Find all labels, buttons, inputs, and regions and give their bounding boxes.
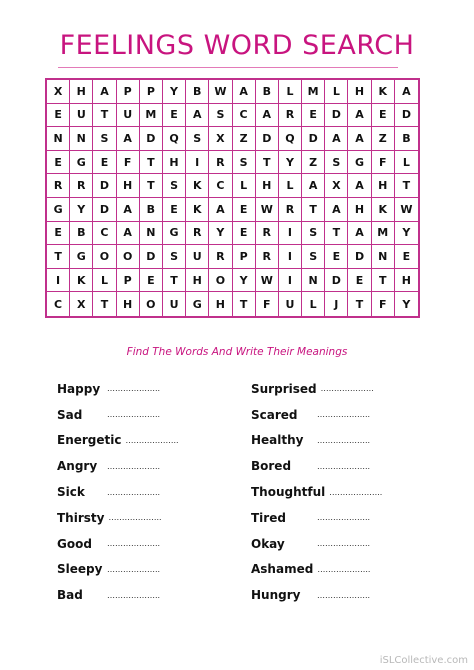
grid-cell: N xyxy=(70,127,93,151)
word-row-right xyxy=(251,531,382,557)
grid-cell: A xyxy=(325,198,348,222)
grid-cell: X xyxy=(209,127,232,151)
grid-cell: Q xyxy=(163,127,186,151)
grid-cell: G xyxy=(70,151,93,175)
grid-cell: S xyxy=(325,151,348,175)
grid-cell: D xyxy=(325,269,348,293)
grid-cell: G xyxy=(186,292,209,316)
grid-cell: O xyxy=(117,245,140,269)
meaning-blank[interactable]: ……………….. xyxy=(107,461,161,471)
vocabulary-word: Ashamed xyxy=(251,562,314,577)
grid-cell: R xyxy=(279,198,302,222)
grid-cell: R xyxy=(256,245,279,269)
grid-cell: S xyxy=(209,104,232,128)
grid-cell: T xyxy=(325,222,348,246)
grid-cell: R xyxy=(209,245,232,269)
grid-cell: I xyxy=(279,269,302,293)
grid-cell: L xyxy=(93,269,116,293)
grid-cell: H xyxy=(348,198,371,222)
grid-cell: T xyxy=(47,245,70,269)
grid-cell: C xyxy=(47,292,70,316)
grid-cell: U xyxy=(279,292,302,316)
grid-cell: L xyxy=(325,80,348,104)
grid-cell: E xyxy=(233,198,256,222)
word-row-left xyxy=(57,453,179,479)
grid-cell: T xyxy=(302,198,325,222)
meaning-blank[interactable]: ……………….. xyxy=(320,384,374,394)
grid-cell: H xyxy=(163,151,186,175)
grid-cell: A xyxy=(186,104,209,128)
word-row-left xyxy=(57,428,179,454)
grid-cell: Y xyxy=(402,297,411,311)
grid-cell: P xyxy=(117,269,140,293)
vocabulary-word: Sick xyxy=(57,485,85,500)
grid-cell: X xyxy=(70,292,93,316)
grid-cell: T xyxy=(256,151,279,175)
grid-cell: E xyxy=(163,104,186,128)
grid-cell: E xyxy=(93,151,116,175)
grid-cell: R xyxy=(47,174,70,198)
grid-cell: J xyxy=(325,292,348,316)
vocabulary-word: Thirsty xyxy=(57,510,105,525)
grid-cell: K xyxy=(186,174,209,198)
grid-cell: D xyxy=(93,198,116,222)
grid-cell: G xyxy=(348,151,371,175)
grid-cell: Y xyxy=(395,222,418,246)
grid-cell: H xyxy=(395,269,418,293)
grid-cell: W xyxy=(395,198,418,222)
grid-cell: E xyxy=(302,104,325,128)
vocabulary-word: Tired xyxy=(251,510,286,525)
grid-cell: N xyxy=(140,222,163,246)
word-row-right xyxy=(251,479,382,505)
meaning-blank[interactable]: ……………….. xyxy=(107,564,161,574)
grid-cell: U xyxy=(117,104,140,128)
grid-cell: G xyxy=(163,222,186,246)
grid-cell: C xyxy=(209,174,232,198)
grid-cell: K xyxy=(372,80,395,104)
grid-cell: H xyxy=(70,80,93,104)
grid-cell: A xyxy=(117,222,140,246)
meaning-blank[interactable]: ……………….. xyxy=(107,487,161,497)
grid-cell: X xyxy=(47,80,70,104)
vocabulary-word: Hungry xyxy=(251,588,301,603)
grid-cell: Y xyxy=(233,269,256,293)
grid-cell: Z xyxy=(302,151,325,175)
grid-cell: S xyxy=(302,245,325,269)
grid-cell: R xyxy=(70,174,93,198)
grid-cell: H xyxy=(372,174,395,198)
grid-cell: N xyxy=(47,127,70,151)
watermark: iSLCollective.com xyxy=(379,655,468,666)
meaning-blank[interactable]: ……………….. xyxy=(317,590,371,600)
grid-cell: F xyxy=(372,292,395,316)
vocabulary-word: Sad xyxy=(57,407,83,422)
grid-cell: E xyxy=(372,104,395,128)
grid-cell: D xyxy=(93,174,116,198)
grid-cell: P xyxy=(117,80,140,104)
grid-cell: E xyxy=(325,245,348,269)
grid-cell: T xyxy=(233,292,256,316)
grid-cell: R xyxy=(209,151,232,175)
grid-cell: F xyxy=(372,151,395,175)
grid-cell: A xyxy=(348,104,371,128)
meaning-blank[interactable]: ……………….. xyxy=(317,461,371,471)
vocabulary-word: Happy xyxy=(57,381,101,396)
meaning-blank[interactable]: ……………….. xyxy=(108,513,162,523)
grid-cell: T xyxy=(348,292,371,316)
word-list-left xyxy=(57,376,179,608)
grid-cell: A xyxy=(233,80,256,104)
grid-cell: A xyxy=(348,174,371,198)
vocabulary-word: Scared xyxy=(251,407,298,422)
word-row-right xyxy=(251,505,382,531)
grid-cell: D xyxy=(256,127,279,151)
grid-cell: I xyxy=(279,245,302,269)
word-search-grid xyxy=(45,78,420,318)
grid-cell: T xyxy=(163,269,186,293)
grid-cell: U xyxy=(163,292,186,316)
grid-cell: M xyxy=(372,222,395,246)
grid-cell: D xyxy=(348,245,371,269)
word-row-right xyxy=(251,428,382,454)
grid-cell: S xyxy=(163,245,186,269)
grid-cell: R xyxy=(279,104,302,128)
grid-cell: Y xyxy=(209,222,232,246)
grid-cell: K xyxy=(186,198,209,222)
grid-cell: B xyxy=(70,222,93,246)
grid-cell: A xyxy=(325,127,348,151)
title-underline xyxy=(58,67,398,68)
grid-cell: K xyxy=(70,269,93,293)
grid-cell: P xyxy=(233,245,256,269)
grid-cell: R xyxy=(186,222,209,246)
vocabulary-word: Bad xyxy=(57,588,83,603)
grid-cell: D xyxy=(395,104,418,128)
grid-cell: T xyxy=(93,292,116,316)
word-row-right xyxy=(251,402,382,428)
meaning-blank[interactable]: ……………….. xyxy=(317,513,371,523)
grid-cell: B xyxy=(140,198,163,222)
grid-cell: I xyxy=(47,269,70,293)
grid-cell: E xyxy=(395,245,418,269)
grid-cell: H xyxy=(117,174,140,198)
vocabulary-word: Bored xyxy=(251,459,292,474)
vocabulary-word: Healthy xyxy=(251,433,304,448)
grid-cell: Y xyxy=(279,151,302,175)
grid-cell: W xyxy=(256,198,279,222)
meaning-blank[interactable]: ……………….. xyxy=(107,384,161,394)
grid-cell: A xyxy=(395,80,418,104)
vocabulary-word: Energetic xyxy=(57,433,122,448)
grid-cell: S xyxy=(186,127,209,151)
grid-cell: L xyxy=(279,174,302,198)
word-row-right xyxy=(251,376,382,402)
grid-cell: C xyxy=(233,104,256,128)
grid-cell: L xyxy=(302,292,325,316)
grid-cell: E xyxy=(47,222,70,246)
vocabulary-word: Angry xyxy=(57,459,98,474)
grid-cell: O xyxy=(209,269,232,293)
grid-cell: H xyxy=(256,174,279,198)
grid-cell: D xyxy=(302,127,325,151)
grid-cell: E xyxy=(140,269,163,293)
page-title: FEELINGS WORD SEARCH xyxy=(59,30,415,61)
grid-cell: T xyxy=(372,269,395,293)
grid-cell: D xyxy=(325,104,348,128)
grid-cell: E xyxy=(163,198,186,222)
grid-cell: S xyxy=(233,151,256,175)
grid-cell: W xyxy=(256,269,279,293)
grid-cell: E xyxy=(47,104,70,128)
grid-cell: H xyxy=(186,269,209,293)
grid-cell: W xyxy=(209,80,232,104)
meaning-blank[interactable]: ……………….. xyxy=(329,487,383,497)
word-row-left xyxy=(57,376,179,402)
vocabulary-word: Surprised xyxy=(251,381,317,396)
meaning-blank[interactable]: ……………….. xyxy=(107,590,161,600)
grid-cell: F xyxy=(256,292,279,316)
grid-cell: D xyxy=(140,127,163,151)
meaning-blank[interactable]: ……………….. xyxy=(317,435,371,445)
grid-cell: Z xyxy=(372,127,395,151)
grid-cell: A xyxy=(302,174,325,198)
grid-cell: U xyxy=(186,245,209,269)
grid-cell: S xyxy=(93,127,116,151)
grid-cell: G xyxy=(47,198,70,222)
word-row-left xyxy=(57,479,179,505)
grid-cell: T xyxy=(140,151,163,175)
grid-cell: M xyxy=(140,104,163,128)
grid-cell: B xyxy=(395,127,418,151)
grid-cell: A xyxy=(209,198,232,222)
instructions-heading: Find The Words And Write Their Meanings xyxy=(126,346,348,358)
vocabulary-word: Thoughtful xyxy=(251,485,326,500)
grid-cell: Q xyxy=(279,127,302,151)
word-row-right xyxy=(251,453,382,479)
grid-cell: Y xyxy=(70,198,93,222)
grid-cell: T xyxy=(93,104,116,128)
grid-cell: H xyxy=(209,292,232,316)
grid-cell: N xyxy=(372,245,395,269)
grid-cell: S xyxy=(163,174,186,198)
grid-cell: E xyxy=(348,269,371,293)
meaning-blank[interactable]: ……………….. xyxy=(317,564,371,574)
grid-cell: C xyxy=(93,222,116,246)
grid-cell: B xyxy=(186,80,209,104)
grid-cell: L xyxy=(233,174,256,198)
grid-cell: A xyxy=(117,127,140,151)
vocabulary-word: Good xyxy=(57,536,92,551)
meaning-blank[interactable]: ……………….. xyxy=(125,435,179,445)
grid-cell: H xyxy=(117,292,140,316)
grid-cell: R xyxy=(256,222,279,246)
word-row-right xyxy=(251,557,382,583)
grid-cell: E xyxy=(47,151,70,175)
grid-cell: H xyxy=(348,80,371,104)
grid-cell: A xyxy=(93,80,116,104)
grid-cell: X xyxy=(325,174,348,198)
grid-cell: K xyxy=(372,198,395,222)
vocabulary-word: Okay xyxy=(251,536,285,551)
word-row-left xyxy=(57,557,179,583)
grid-cell: I xyxy=(279,222,302,246)
grid-cell: L xyxy=(395,151,418,175)
grid-cell: T xyxy=(140,174,163,198)
word-row-left xyxy=(57,531,179,557)
grid-cell: E xyxy=(233,222,256,246)
word-row-left xyxy=(57,505,179,531)
word-row-left xyxy=(57,402,179,428)
grid-cell: N xyxy=(302,269,325,293)
grid-cell: U xyxy=(70,104,93,128)
grid-cell: D xyxy=(140,245,163,269)
grid-cell: M xyxy=(302,80,325,104)
grid-cell: S xyxy=(302,222,325,246)
grid-cell: O xyxy=(140,292,163,316)
meaning-blank[interactable]: ……………….. xyxy=(317,410,371,420)
vocabulary-word: Sleepy xyxy=(57,562,103,577)
grid-cell: A xyxy=(348,222,371,246)
grid-cell: Y xyxy=(163,80,186,104)
meaning-blank[interactable]: ……………….. xyxy=(107,539,161,549)
grid-cell: F xyxy=(117,151,140,175)
grid-cell: T xyxy=(395,174,418,198)
grid-cell: O xyxy=(93,245,116,269)
grid-cell: P xyxy=(140,80,163,104)
word-row-right xyxy=(251,582,382,608)
meaning-blank[interactable]: ……………….. xyxy=(317,539,371,549)
grid-cell: L xyxy=(279,80,302,104)
grid-cell: I xyxy=(186,151,209,175)
grid-cell: A xyxy=(117,198,140,222)
grid-cell: B xyxy=(256,80,279,104)
word-row-left xyxy=(57,582,179,608)
meaning-blank[interactable]: ……………….. xyxy=(107,410,161,420)
grid-cell: G xyxy=(70,245,93,269)
grid-cell: A xyxy=(348,127,371,151)
grid-cell: Z xyxy=(233,127,256,151)
grid-cell: A xyxy=(256,104,279,128)
word-list-right xyxy=(251,376,382,608)
